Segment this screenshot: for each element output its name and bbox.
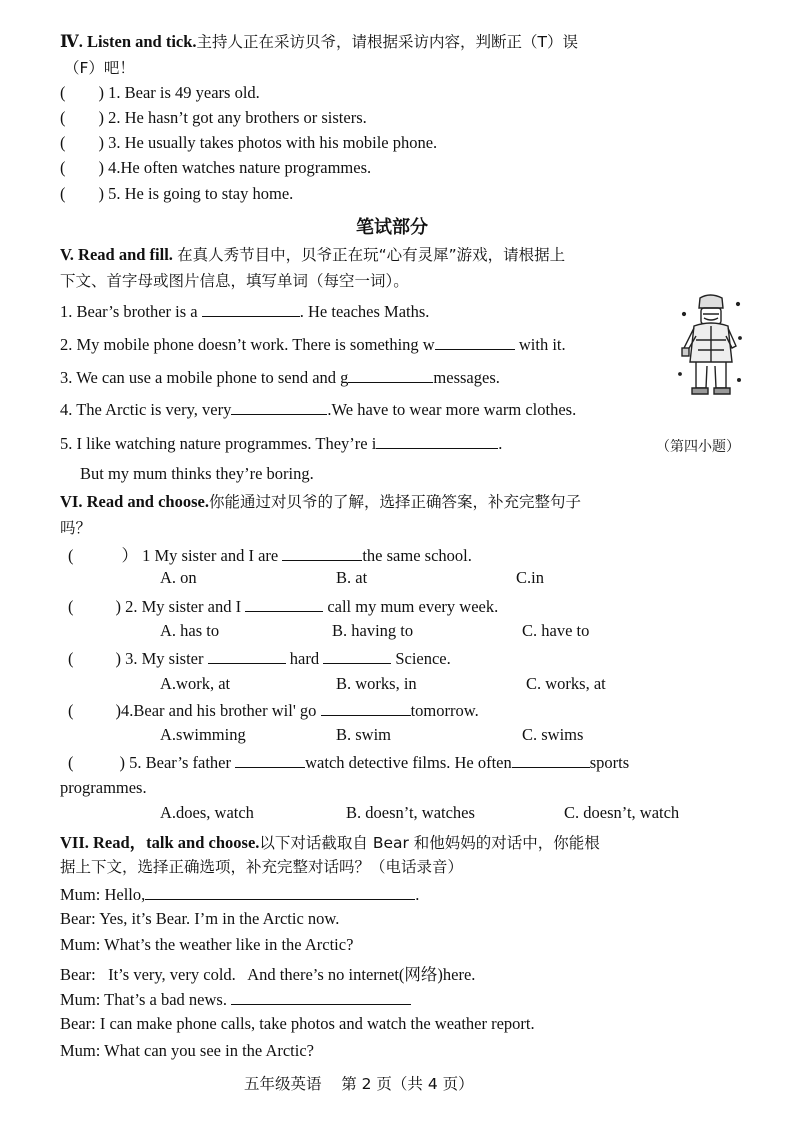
choice-blank[interactable] [245, 595, 323, 612]
section7-instruction: 以下对话截取自 Bear 和他妈妈的对话中，你能根 [259, 834, 600, 852]
answer-paren[interactable]: ( ) [60, 133, 104, 152]
option-a[interactable]: A.swimming [160, 725, 246, 744]
section4-title: Listen and tick. [86, 32, 197, 51]
section4-number: Ⅳ. [60, 32, 83, 51]
section5-instruction-cont: 下文、首字母或图片信息，填写单词（每空一词）。 [60, 272, 409, 290]
section4-instruction-cont: （F）吧！ [64, 59, 135, 77]
question-number: 3. [125, 649, 138, 668]
fill-blank[interactable] [435, 333, 515, 350]
answer-paren-open[interactable]: ( [68, 546, 74, 565]
section5-title: V. Read and fill. [60, 245, 173, 264]
dialogue-blank[interactable] [231, 988, 411, 1005]
question-text: 5. He is going to stay home. [108, 184, 294, 203]
figure-caption: （第四小题） [656, 439, 740, 455]
fill-text: 2. My mobile phone doesn’t work. There is something w [60, 335, 435, 354]
question-item [60, 184, 293, 204]
fill-blank[interactable] [348, 366, 433, 383]
question-text: My sister and I [141, 597, 242, 616]
section7-title: VII. Read，talk and choose. [60, 833, 260, 852]
option-b[interactable]: B. swim [336, 725, 392, 744]
answer-paren[interactable]: ( ) [60, 83, 104, 102]
answer-paren-open[interactable]: ( [68, 649, 74, 668]
fill-text: 1. Bear’s brother is a [60, 302, 198, 321]
section7-instruction-cont: 据上下文，选择正确选项，补充完整对话吗？（电话录音） [60, 858, 464, 876]
answer-paren[interactable]: ( ) [60, 184, 104, 203]
question-text: My sister and I are [154, 546, 279, 565]
question-text: Science. [395, 649, 451, 668]
answer-paren-close: ) [119, 753, 125, 772]
answer-paren-close: ) [115, 597, 121, 616]
dialogue-line [60, 883, 419, 905]
section4-instruction: 主持人正在采访贝爷，请根据采访内容，判断正（T）误 [196, 33, 579, 51]
choice-blank[interactable] [208, 647, 286, 664]
question-number: 4. [121, 701, 134, 720]
option-a[interactable]: A. on [160, 568, 197, 587]
choice-question [68, 699, 479, 721]
fill-text: with it. [518, 335, 566, 354]
question-text: hard [289, 649, 320, 668]
option-b[interactable]: B. at [336, 568, 368, 587]
fill-text: 4. The Arctic is very, very [60, 400, 232, 419]
dialogue-blank[interactable] [145, 883, 415, 900]
section7-heading [60, 829, 600, 853]
question-text: watch detective films. He often [305, 753, 512, 772]
question-text: 4.He often watches nature programmes. [108, 158, 372, 177]
option-b[interactable]: B. doesn’t, watches [346, 803, 475, 822]
option-c[interactable]: C. swims [522, 725, 584, 744]
fill-blank[interactable] [376, 432, 498, 449]
question-number: 2. [125, 597, 138, 616]
fill-text: 5. I like watching nature programmes. They’re i [60, 434, 377, 453]
section5-instruction: 在真人秀节目中，贝爷正在玩“心有灵犀”游戏，请根据上 [177, 246, 566, 264]
option-b[interactable]: B. works, in [336, 674, 417, 693]
question-item [60, 108, 367, 128]
option-c[interactable]: C. have to [522, 621, 590, 640]
choice-question [68, 647, 451, 669]
choice-blank[interactable] [282, 544, 362, 561]
choice-blank[interactable] [321, 699, 411, 716]
question-text: the same school. [362, 546, 472, 565]
answer-paren-open[interactable]: ( [68, 597, 74, 616]
fill-text: .We have to wear more warm clothes. [327, 400, 577, 419]
fill-item-continuation: But my mum thinks they’re boring. [80, 464, 314, 483]
fill-item [60, 432, 502, 454]
dialogue-line [60, 988, 411, 1010]
option-c[interactable]: C. works, at [526, 674, 606, 693]
fill-text: messages. [433, 368, 500, 387]
answer-paren-close: ） [121, 546, 138, 565]
section5-heading [60, 243, 565, 265]
choice-blank[interactable] [512, 751, 590, 768]
dialogue-line: Bear: It’s very, very cold. And there’s no internet(网络)here. [60, 965, 476, 984]
question-text: 1. Bear is 49 years old. [108, 83, 260, 102]
bear-winter-clothes-illustration [676, 290, 746, 400]
question-item [60, 133, 437, 153]
fill-text: . He teaches Maths. [299, 302, 430, 321]
option-a[interactable]: A. has to [160, 621, 220, 640]
fill-item [60, 398, 576, 420]
question-number: 5. [129, 753, 142, 772]
answer-paren[interactable]: ( ) [60, 108, 104, 127]
question-item [60, 83, 260, 103]
option-b[interactable]: B. having to [332, 621, 414, 640]
fill-item [60, 300, 429, 322]
section6-instruction-cont: 吗？ [60, 519, 92, 537]
dialogue-text: Mum: Hello, [60, 885, 146, 904]
answer-paren[interactable]: ( ) [60, 158, 104, 177]
answer-paren-close: ) [115, 649, 121, 668]
question-text: 2. He hasn’t got any brothers or sisters. [108, 108, 367, 127]
dialogue-line: Mum: What can you see in the Arctic? [60, 1041, 314, 1060]
question-text: call my mum every week. [327, 597, 499, 616]
fill-item [60, 366, 500, 388]
question-item [60, 158, 371, 178]
dialogue-line: Mum: What’s the weather like in the Arctic? [60, 935, 354, 954]
fill-text: 3. We can use a mobile phone to send and g [60, 368, 349, 387]
question-text: Bear’s father [145, 753, 231, 772]
question-text: My sister [141, 649, 204, 668]
section6-title: VI. Read and choose. [60, 492, 209, 511]
question-text: Bear and his brother wil' go [133, 701, 317, 720]
choice-question [68, 542, 472, 566]
written-part-title: 笔试部分 [356, 217, 428, 238]
fill-blank[interactable] [202, 300, 300, 317]
dialogue-line: Bear: Yes, it’s Bear. I’m in the Arctic now. [60, 909, 340, 928]
question-text: 3. He usually takes photos with his mobile phone. [108, 133, 438, 152]
answer-paren-close: ) [115, 701, 121, 720]
choice-blank[interactable] [323, 647, 391, 664]
option-a[interactable]: A.work, at [160, 674, 231, 693]
answer-paren-open[interactable]: ( [68, 701, 74, 720]
page-footer: 五年级英语 第 2 页（共 4 页） [244, 1075, 474, 1093]
choice-question [68, 751, 629, 773]
question-text-wrap: programmes. [60, 778, 147, 797]
question-number: 1 [142, 546, 151, 565]
section6-instruction: 你能通过对贝爷的了解，选择正确答案，补充完整句子 [208, 493, 581, 511]
question-text: tomorrow. [410, 701, 479, 720]
choice-blank[interactable] [235, 751, 305, 768]
dialogue-text: . [415, 885, 420, 904]
dialogue-text: Mum: That’s a bad news. [60, 990, 227, 1009]
fill-item [60, 333, 566, 355]
answer-paren-open[interactable]: ( [68, 753, 74, 772]
choice-question [68, 595, 498, 617]
question-text: sports [589, 753, 630, 772]
section4-heading [60, 30, 578, 52]
fill-text: . [498, 434, 503, 453]
section6-heading [60, 490, 581, 512]
option-a[interactable]: A.does, watch [160, 803, 254, 822]
option-c[interactable]: C.in [516, 568, 544, 587]
fill-blank[interactable] [231, 398, 327, 415]
dialogue-line: Bear: I can make phone calls, take photos and watch the weather report. [60, 1014, 535, 1033]
option-c[interactable]: C. doesn’t, watch [564, 803, 680, 822]
